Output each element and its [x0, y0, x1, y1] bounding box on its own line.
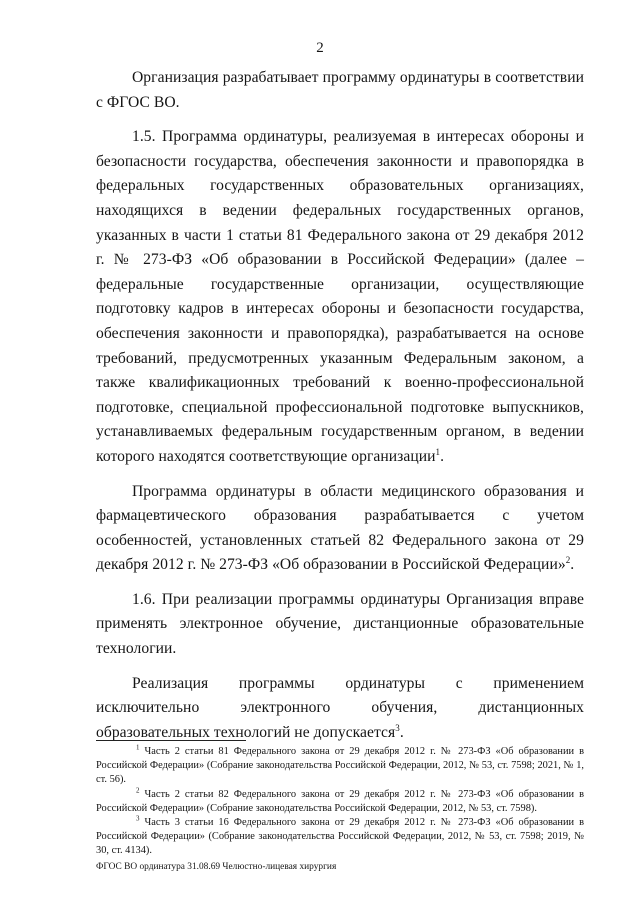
paragraph-restriction-text: Реализация программы ординатуры с применением исключительно электронного обучения, дистанционных образовательных технологий не допускается — [96, 674, 584, 741]
footnotes — [96, 745, 584, 859]
footnote-divider — [96, 740, 246, 741]
footnote-3 — [96, 816, 584, 859]
paragraph-1-5-text: 1.5. Программа ординатуры, реализуемая в интересах обороны и безопасности государства, обеспечения законности и правопорядка в федеральных государственных образовательных организациях, находящихся в ведении федеральных государственных органов, указанных в части 1 статьи 81 Федерального закона от 29 декабря 2012 г. № 273-ФЗ «Об образовании в Российской Федерации» (далее – федеральные государственные организации, осуществляющие подготовку кадров в интересах обороны и безопасности государства, обеспечения законности и правопорядка), разрабатывается на основе требований, предусмотренных указанным Федеральным законом, а также квалификационных требований к военно-профессиональной подготовке, специальной профессиональной подготовке выпускников, устанавливаемых федеральным государственным органом, в ведении которого находятся соответствующие организации — [96, 128, 584, 465]
paragraph-restriction — [96, 672, 584, 746]
paragraph-1-5 — [96, 125, 584, 469]
footnote-marker: 2 — [136, 786, 140, 795]
footnote-text: Часть 2 статьи 81 Федерального закона от 29 декабря 2012 г. № 273-ФЗ «Об образовании в Российской Федерации» (Собрание законодательства Российской Федерации, 2012, № 53, ст. 7598; 2021, № 1, ст. 56). — [96, 746, 584, 786]
body-text — [96, 66, 584, 745]
paragraph-1-6-text: 1.6. При реализации программы ординатуры Организация вправе применять электронное обучение, дистанционные образовательные технологии. — [96, 590, 584, 658]
sentence-end: . — [440, 447, 445, 465]
paragraph-1 — [96, 66, 584, 115]
paragraph-1-6 — [96, 588, 584, 662]
footnote-text: Часть 3 статьи 16 Федерального закона от 29 декабря 2012 г. № 273-ФЗ «Об образовании в Российской Федерации» (Собрание законодательства Российской Федерации, 2012, № 53, ст. 7598; 2019, № 30, ст. 4134). — [96, 817, 584, 857]
paragraph-medical — [96, 480, 584, 578]
footnote-ref-2: 2 — [565, 555, 571, 566]
footnote-ref-3: 3 — [395, 722, 400, 733]
page-footer: ФГОС ВО ординатура 31.08.69 Челюстно-лицевая хирургия — [96, 862, 337, 872]
footnote-2 — [96, 788, 584, 816]
footnote-text: Часть 2 статьи 82 Федерального закона от 29 декабря 2012 г. № 273-ФЗ «Об образовании в Российской Федерации» (Собрание законодательства Российской Федерации, 2012, № 53, ст. 7598). — [96, 788, 584, 814]
page-number: 2 — [316, 40, 324, 56]
footnote-marker: 1 — [136, 743, 140, 752]
paragraph-medical-text: Программа ординатуры в области медицинского образования и фармацевтического образования разрабатывается с учетом особенностей, установленных статьей 82 Федерального закона от 29 декабря 2012 г. № 273-ФЗ «Об образовании в Российской Федерации» — [96, 482, 584, 574]
footnote-1 — [96, 745, 584, 788]
sentence-end: . — [399, 723, 404, 741]
footnote-ref-1: 1 — [435, 446, 441, 457]
sentence-end: . — [570, 556, 575, 574]
paragraph-1-text: Организация разрабатывает программу ординатуры в соответствии с ФГОС ВО. — [96, 69, 584, 111]
footnote-marker: 3 — [136, 814, 140, 823]
